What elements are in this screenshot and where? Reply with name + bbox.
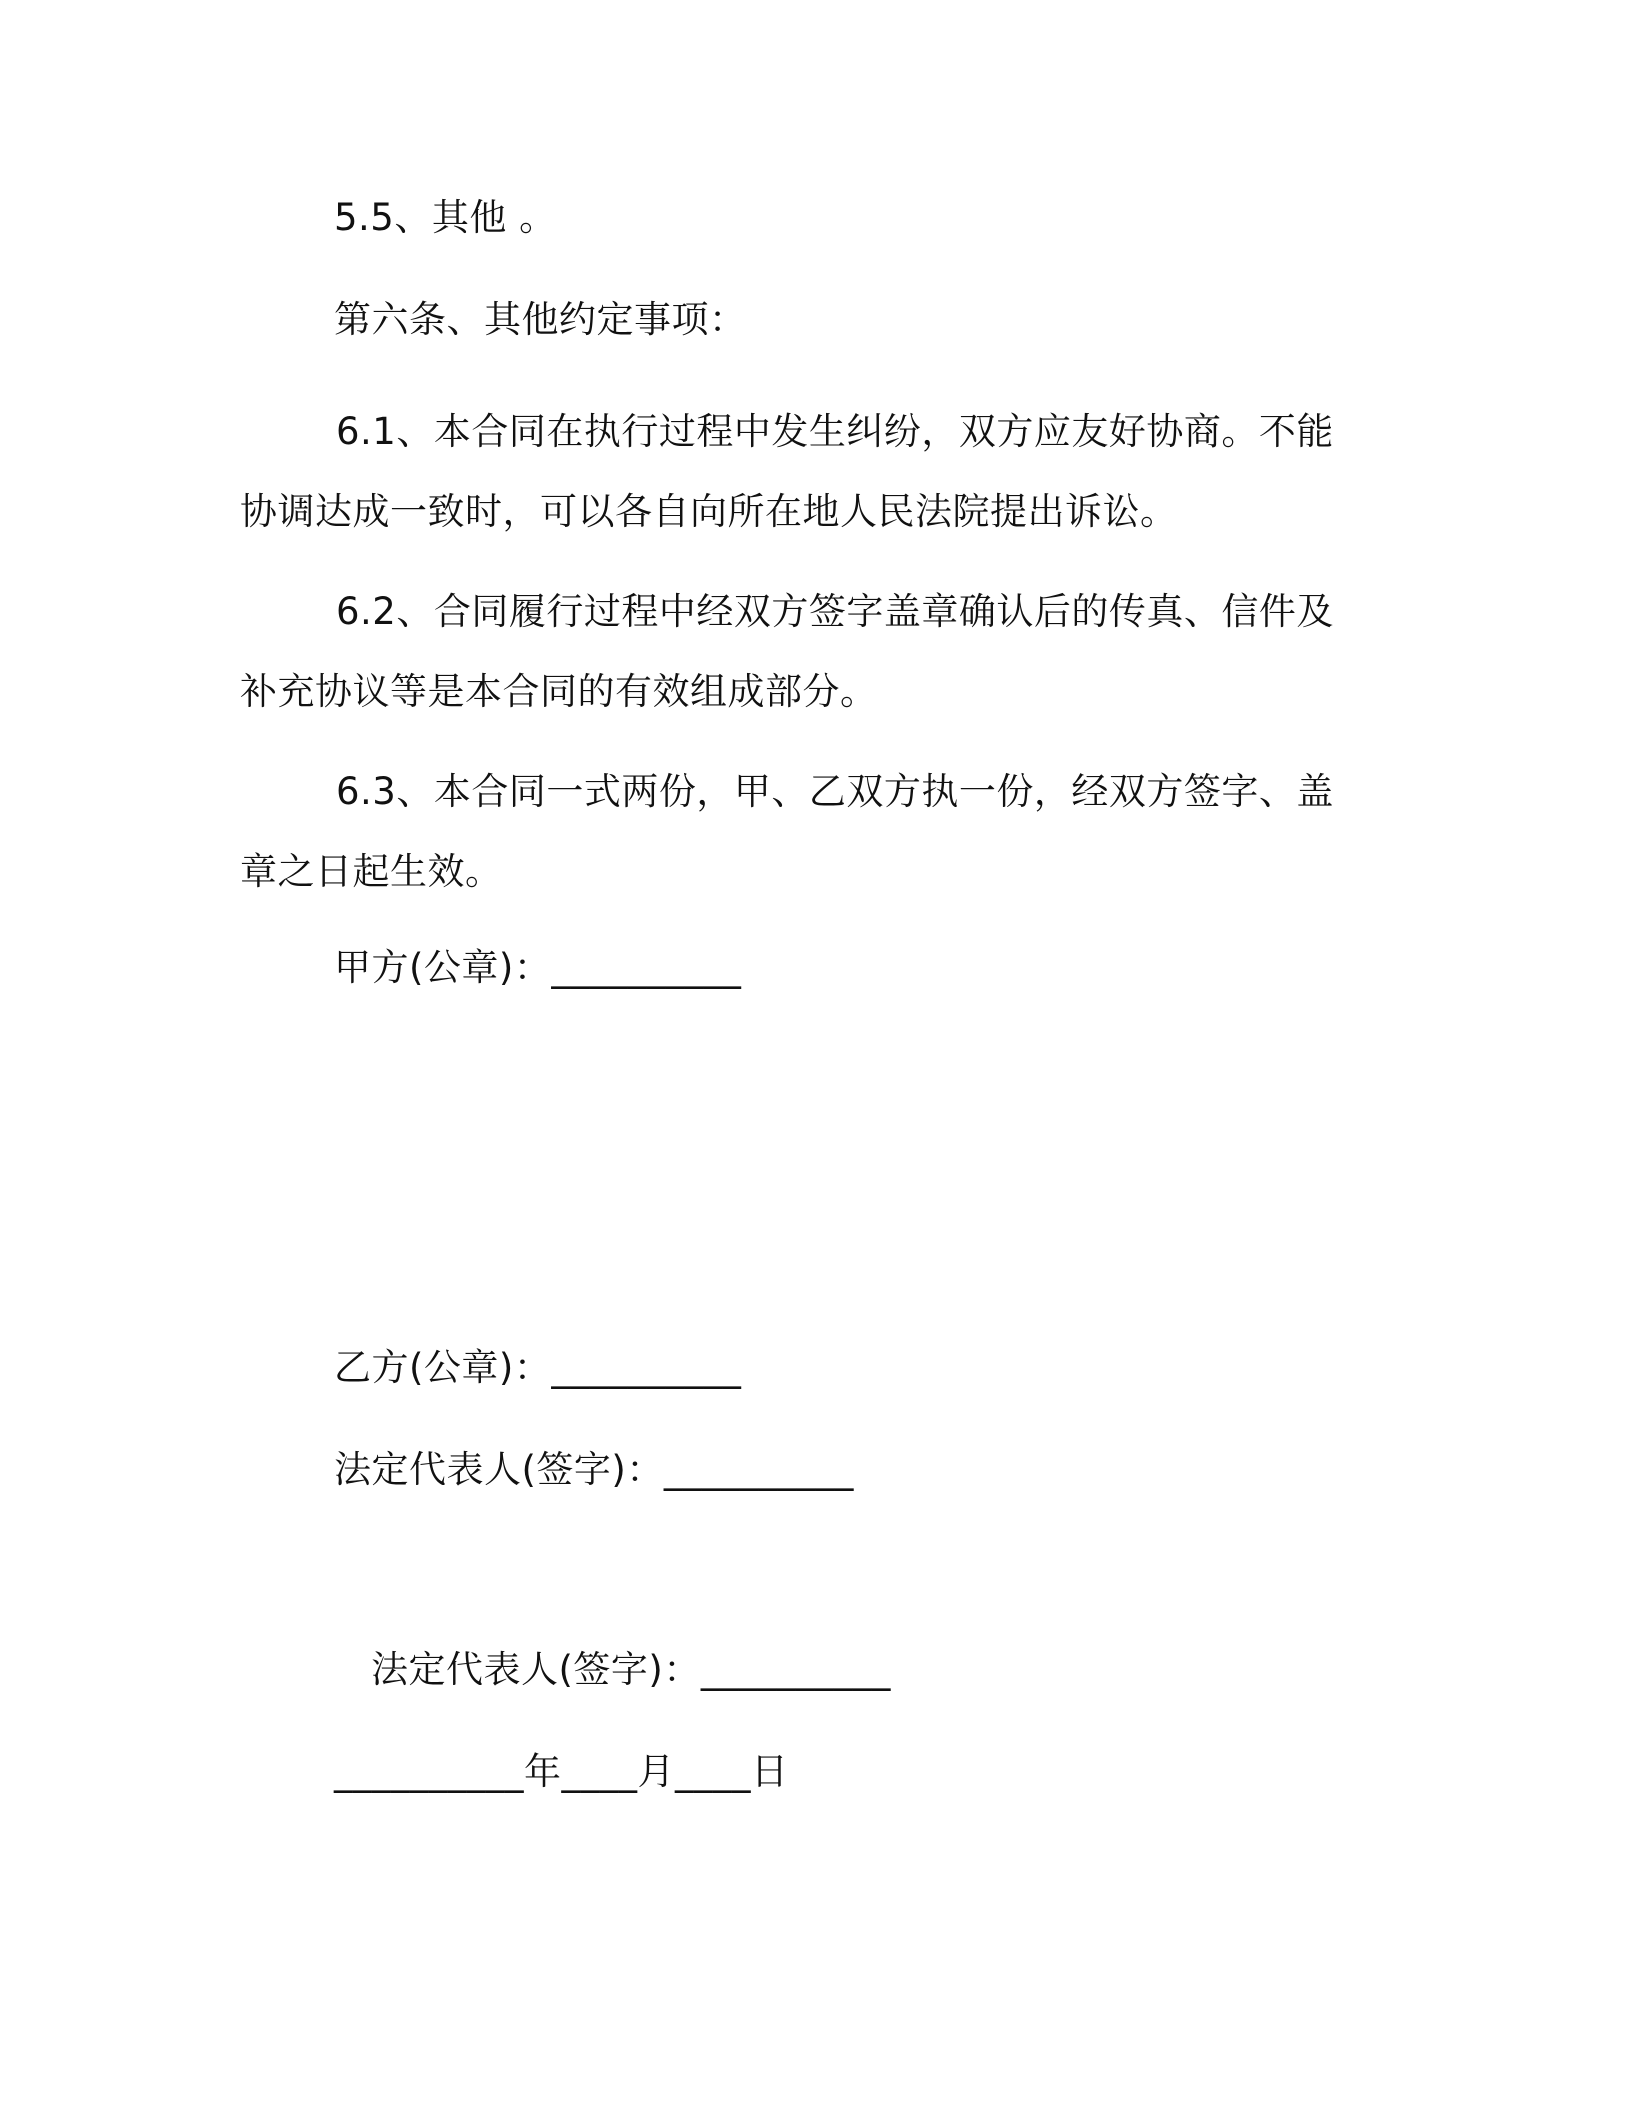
clause-6-2: 6.2、合同履行过程中经双方签字盖章确认后的传真、信件及补充协议等是本合同的有效组成部分。 <box>240 590 1334 713</box>
clause-6-1: 6.1、本合同在执行过程中发生纠纷，双方应友好协商。不能协调达成一致时，可以各自向所在地人民法院提出诉讼。 <box>240 410 1334 533</box>
clause-6-3: 6.3、本合同一式两份，甲、乙双方执一份，经双方签字、盖章之日起生效。 <box>240 770 1334 893</box>
signing-date-line: __________年____月____日 <box>334 1750 789 1793</box>
clause-5-5: 5.5、其他 。 <box>334 196 557 239</box>
legal-representative-signature-1: 法定代表人(签字)：__________ <box>334 1448 854 1491</box>
party-a-seal-line: 甲方(公章)：__________ <box>334 946 742 989</box>
legal-representative-signature-2: 法定代表人(签字)：__________ <box>371 1648 891 1691</box>
party-b-seal-line: 乙方(公章)：__________ <box>334 1346 742 1389</box>
article-6-heading: 第六条、其他约定事项： <box>334 298 747 341</box>
